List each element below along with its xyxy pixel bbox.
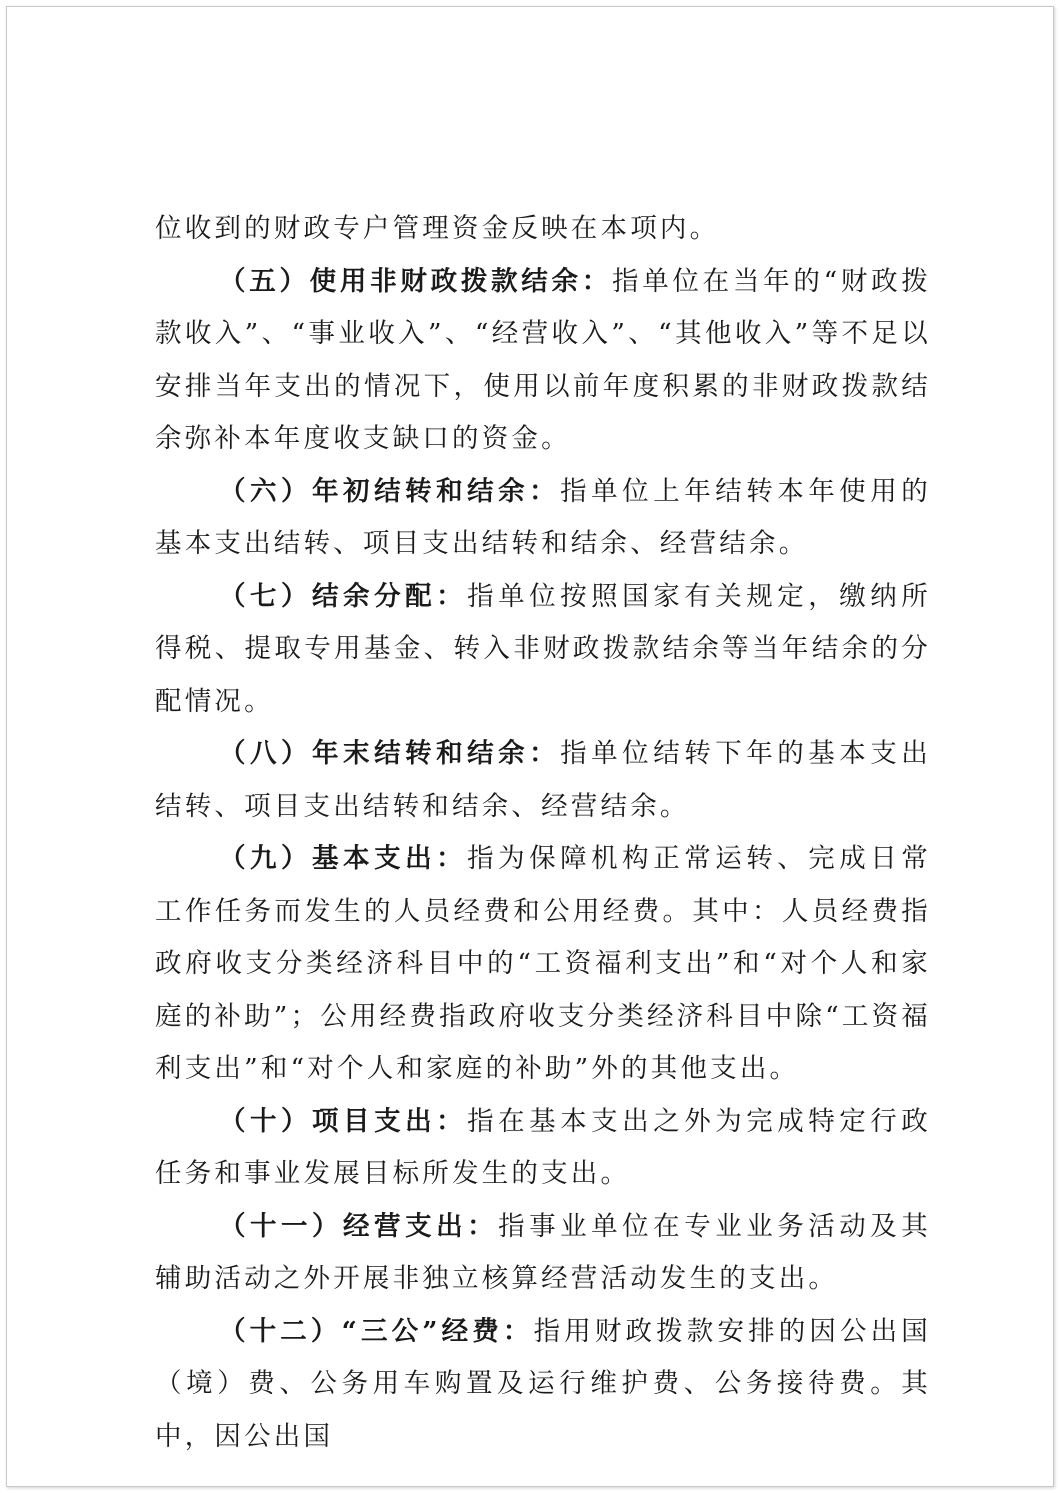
document-page: [6, 6, 1054, 1487]
paragraph: [155, 1306, 931, 1464]
paragraph-term: （九）基本支出：: [219, 843, 468, 874]
paragraph-term: （六）年初结转和结余：: [219, 475, 561, 507]
paragraph-text: 指用财政拨款安排的因公出国（境）费、公务用车购置及运行维护费、公务接待费。其中，因公出国: [155, 1315, 932, 1452]
paragraph: [155, 833, 931, 1096]
paragraph: [155, 256, 931, 466]
paragraph: [155, 1201, 931, 1306]
document-body: [155, 203, 931, 1463]
paragraph-term: （七）结余分配：: [219, 580, 468, 612]
paragraph-term: （五）使用非财政拨款结余：: [219, 265, 612, 297]
paragraph-term: （八）年末结转和结余：: [219, 738, 561, 769]
paragraph-text: 位收到的财政专户管理资金反映在本项内。: [155, 213, 720, 244]
paragraph: [155, 203, 931, 256]
paragraph-text: 指单位在当年的“财政拨款收入”、“事业收入”、“经营收入”、“其他收入”等不足以安排当年支出的情况下，使用以前年度积累的非财政拨款结余弥补本年度收支缺口的资金。: [155, 265, 931, 454]
paragraph-term: （十二）“三公”经费：: [219, 1315, 534, 1347]
paragraph: [155, 466, 931, 571]
paragraph: [155, 571, 931, 729]
paragraph-text: 指在基本支出之外为完成特定行政任务和事业发展目标所发生的支出。: [155, 1105, 931, 1189]
paragraph-text: 指单位结转下年的基本支出结转、项目支出结转和结余、经营结余。: [155, 738, 932, 822]
paragraph-text: 指单位按照国家有关规定，缴纳所得税、提取专用基金、转入非财政拨款结余等当年结余的分配情况。: [155, 580, 931, 717]
paragraph-term: （十）项目支出：: [219, 1105, 468, 1137]
paragraph: [155, 1096, 931, 1201]
paragraph-text: 指为保障机构正常运转、完成日常工作任务而发生的人员经费和公用经费。其中：人员经费指政府收支分类经济科目中的“工资福利支出”和“对个人和家庭的补助”；公用经费指政府收支分类经济科目中除“工资福利支出”和“对个人和家庭的补助”外的其他支出。: [155, 843, 931, 1084]
paragraph: [155, 728, 931, 833]
paragraph-term: （十一）经营支出：: [219, 1210, 499, 1242]
paragraph-text: 指事业单位在专业业务活动及其辅助活动之外开展非独立核算经营活动发生的支出。: [155, 1210, 931, 1294]
paragraph-text: 指单位上年结转本年使用的基本支出结转、项目支出结转和结余、经营结余。: [155, 475, 932, 559]
